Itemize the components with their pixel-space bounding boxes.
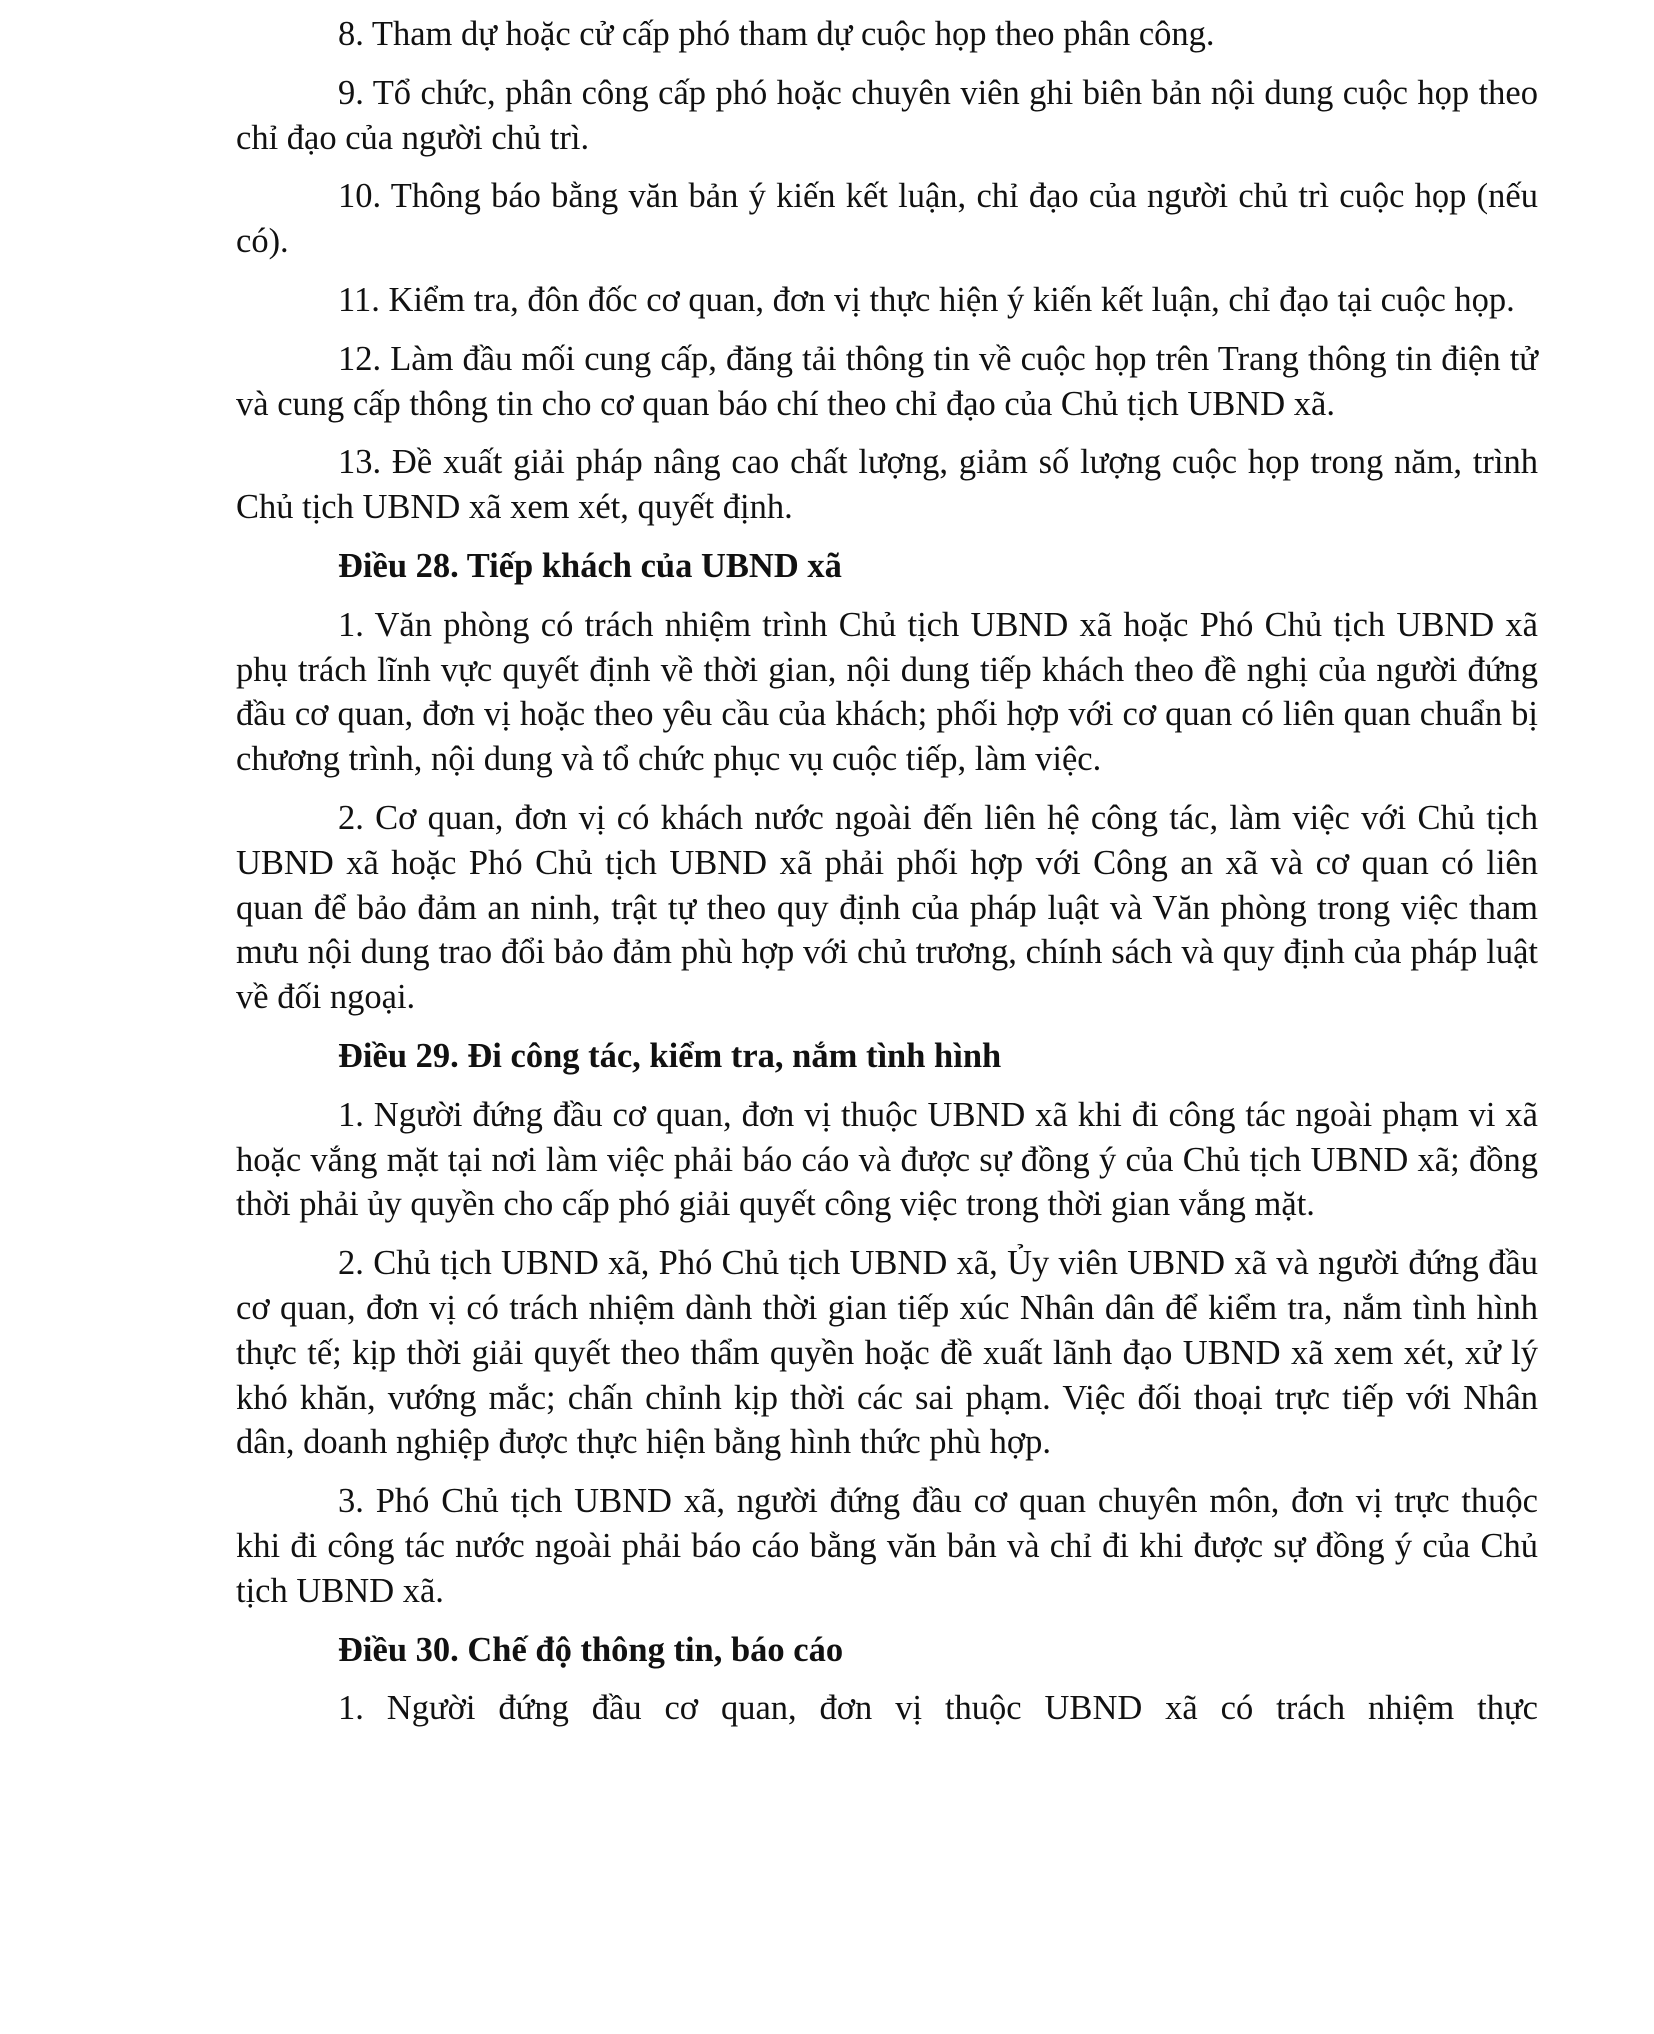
article-30-clause-1: 1. Người đứng đầu cơ quan, đơn vị thuộc UBND xã có trách nhiệm thực xyxy=(338,1689,1538,1728)
article-28-clause-1: 1. Văn phòng có trách nhiệm trình Chủ tịch UBND xã hoặc Phó Chủ tịch UBND xã phụ trách lĩnh vực quyết định về thời gian, nội dung tiếp khách theo đề nghị của người đứng đầu cơ quan, đơn vị hoặc theo yêu cầu của khách; phối hợp với cơ quan có liên quan chuẩn bị chương trình, nội dung và tổ chức phục vụ cuộc tiếp, làm việc. xyxy=(236,605,1538,779)
item-12: 12. Làm đầu mối cung cấp, đăng tải thông tin về cuộc họp trên Trang thông tin điện tử và cung cấp thông tin cho cơ quan báo chí theo chỉ đạo của Chủ tịch UBND xã. xyxy=(236,339,1538,423)
article-29-clause-2: 2. Chủ tịch UBND xã, Phó Chủ tịch UBND xã, Ủy viên UBND xã và người đứng đầu cơ quan, đơn vị có trách nhiệm dành thời gian tiếp xúc Nhân dân để kiểm tra, nắm tình hình thực tế; kịp thời giải quyết theo thẩm quyền hoặc đề xuất lãnh đạo UBND xã xem xét, xử lý khó khăn, vướng mắc; chấn chỉnh kịp thời các sai phạm. Việc đối thoại trực tiếp với Nhân dân, doanh nghiệp được thực hiện bằng hình thức phù hợp. xyxy=(236,1244,1538,1462)
article-29-clause-1: 1. Người đứng đầu cơ quan, đơn vị thuộc UBND xã khi đi công tác ngoài phạm vi xã hoặc vắng mặt tại nơi làm việc phải báo cáo và được sự đồng ý của Chủ tịch UBND xã; đồng thời phải ủy quyền cho cấp phó giải quyết công việc trong thời gian vắng mặt. xyxy=(236,1095,1538,1224)
article-30-heading: Điều 30. Chế độ thông tin, báo cáo xyxy=(338,1630,844,1669)
item-8: 8. Tham dự hoặc cử cấp phó tham dự cuộc họp theo phân công. xyxy=(338,15,1215,53)
article-29-clause-3: 3. Phó Chủ tịch UBND xã, người đứng đầu cơ quan chuyên môn, đơn vị trực thuộc khi đi công tác nước ngoài phải báo cáo bằng văn bản và chỉ đi khi được sự đồng ý của Chủ tịch UBND xã. xyxy=(236,1482,1538,1610)
article-28-clause-2: 2. Cơ quan, đơn vị có khách nước ngoài đến liên hệ công tác, làm việc với Chủ tịch UBND xã hoặc Phó Chủ tịch UBND xã phải phối hợp với Công an xã và cơ quan có liên quan để bảo đảm an ninh, trật tự theo quy định của pháp luật và Văn phòng trong việc tham mưu nội dung trao đổi bảo đảm phù hợp với chủ trương, chính sách và quy định của pháp luật về đối ngoại. xyxy=(236,798,1538,1017)
document-page xyxy=(236,12,1538,1731)
item-10: 10. Thông báo bằng văn bản ý kiến kết luận, chỉ đạo của người chủ trì cuộc họp (nếu có). xyxy=(236,177,1538,261)
item-13: 13. Đề xuất giải pháp nâng cao chất lượng, giảm số lượng cuộc họp trong năm, trình Chủ tịch UBND xã xem xét, quyết định. xyxy=(236,443,1538,527)
item-11: 11. Kiểm tra, đôn đốc cơ quan, đơn vị thực hiện ý kiến kết luận, chỉ đạo tại cuộc họp. xyxy=(338,280,1515,319)
article-28-heading: Điều 28. Tiếp khách của UBND xã xyxy=(338,546,842,585)
article-29-heading: Điều 29. Đi công tác, kiểm tra, nắm tình hình xyxy=(338,1036,1002,1075)
item-9: 9. Tổ chức, phân công cấp phó hoặc chuyên viên ghi biên bản nội dung cuộc họp theo chỉ đạo của người chủ trì. xyxy=(236,73,1538,157)
